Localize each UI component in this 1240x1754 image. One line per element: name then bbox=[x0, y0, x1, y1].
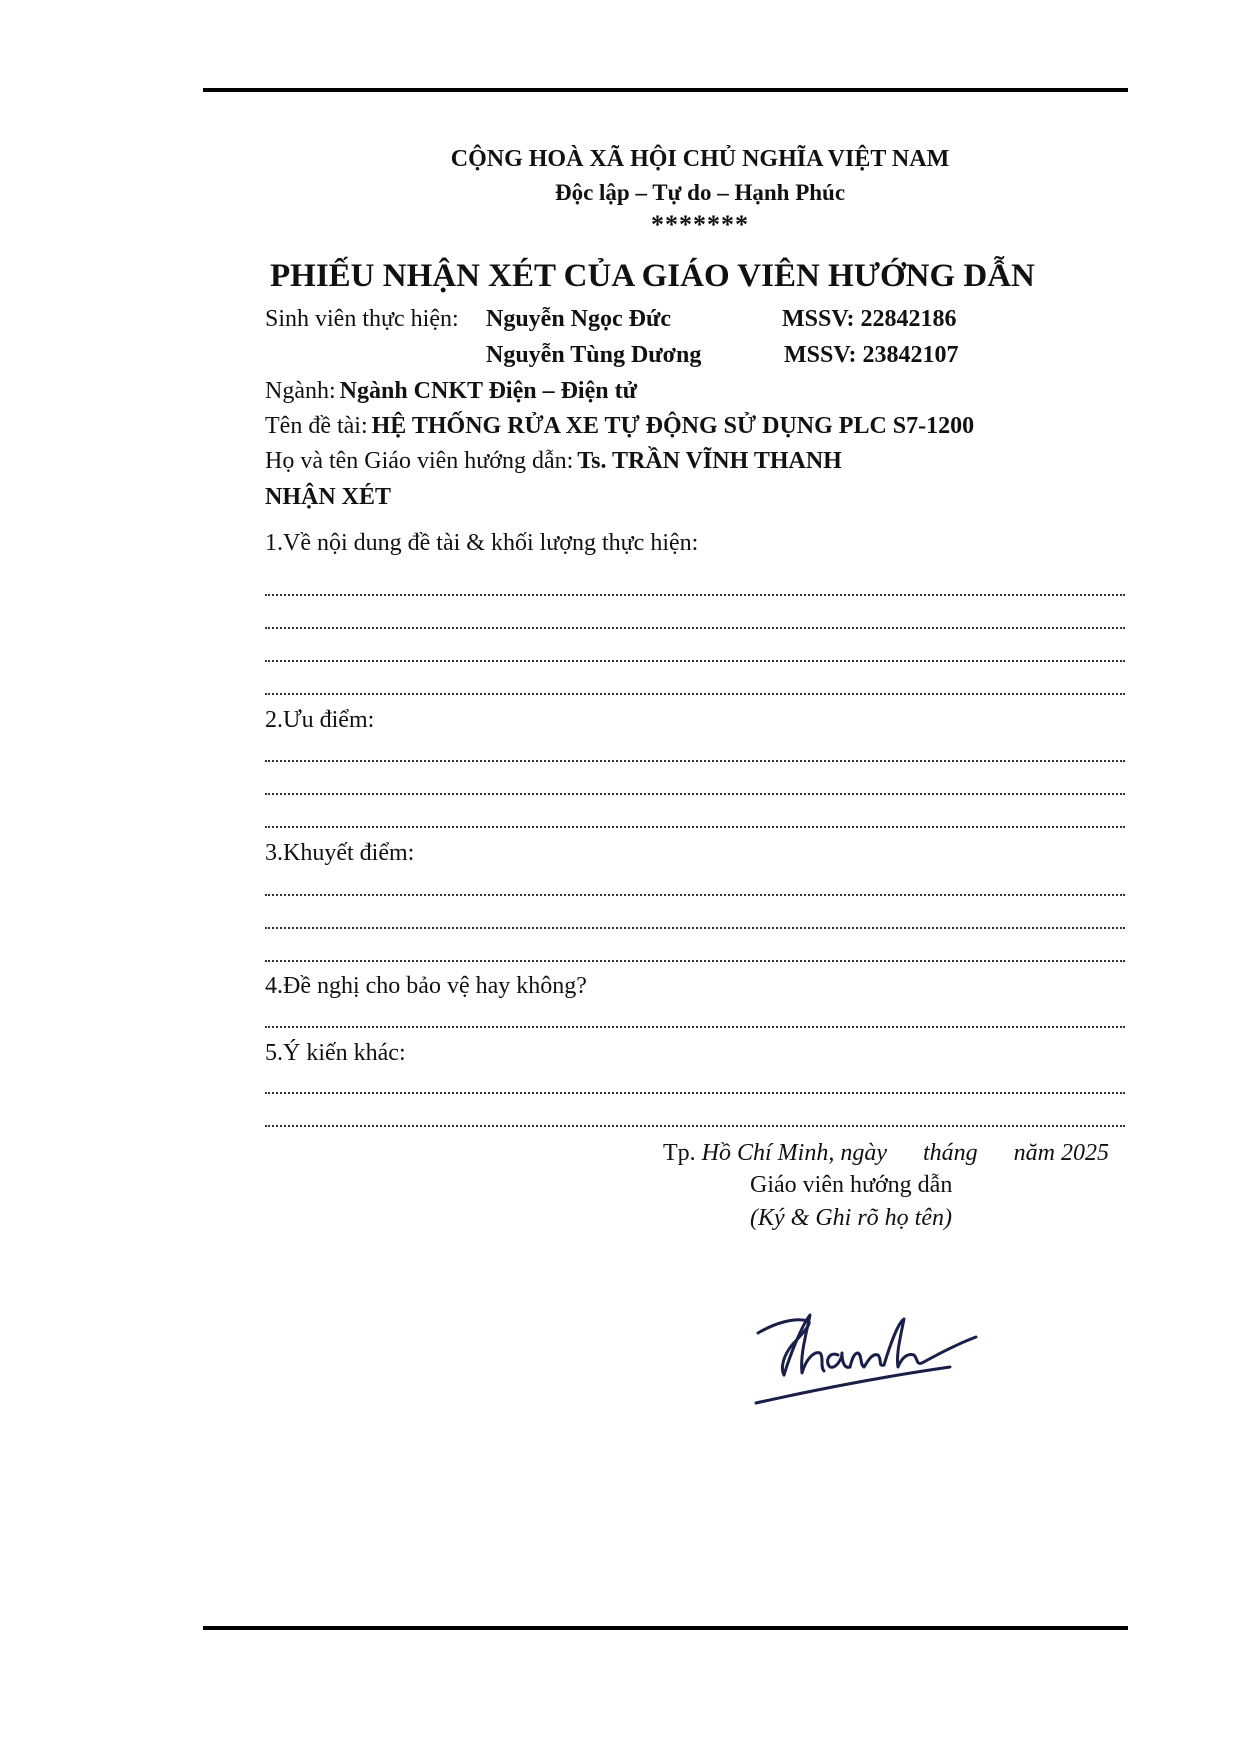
dotted-line bbox=[265, 1026, 1125, 1028]
document-title: PHIẾU NHẬN XÉT CỦA GIÁO VIÊN HƯỚNG DẪN bbox=[270, 258, 1035, 294]
major-value: Ngành CNKT Điện – Điện tử bbox=[339, 378, 637, 404]
advisor-row bbox=[265, 448, 842, 475]
place-date-line bbox=[663, 1140, 1109, 1167]
dotted-line bbox=[265, 1125, 1125, 1127]
signature-instruction: (Ký & Ghi rõ họ tên) bbox=[750, 1205, 952, 1231]
place-prefix: Tp. bbox=[663, 1140, 696, 1166]
dotted-line bbox=[265, 627, 1125, 629]
students-label: Sinh viên thực hiện: bbox=[265, 306, 459, 332]
dotted-line bbox=[265, 693, 1125, 695]
place-date: Hồ Chí Minh, ngày tháng năm 2025 bbox=[701, 1140, 1109, 1166]
top-rule bbox=[203, 88, 1128, 92]
bottom-rule bbox=[203, 1626, 1128, 1630]
dotted-line bbox=[265, 927, 1125, 929]
section-content-label: 1.Về nội dung đề tài & khối lượng thực hiện: bbox=[265, 530, 699, 556]
topic-row bbox=[265, 413, 974, 440]
stars-divider: ******* bbox=[651, 210, 749, 239]
section-defense-label: 4.Đề nghị cho bảo vệ hay không? bbox=[265, 973, 587, 999]
topic-label: Tên đề tài: bbox=[265, 413, 368, 439]
dotted-line bbox=[265, 760, 1125, 762]
major-row bbox=[265, 378, 637, 405]
advisor-label: Họ và tên Giáo viên hướng dẫn: bbox=[265, 448, 574, 474]
dotted-line bbox=[265, 594, 1125, 596]
dotted-line bbox=[265, 960, 1125, 962]
section-other-label: 5.Ý kiến khác: bbox=[265, 1040, 406, 1066]
dotted-line bbox=[265, 826, 1125, 828]
student-name-2: Nguyễn Tùng Dương bbox=[486, 342, 702, 368]
review-heading: NHẬN XÉT bbox=[265, 484, 392, 510]
dotted-line bbox=[265, 894, 1125, 896]
student-mssv-2: MSSV: 23842107 bbox=[784, 342, 959, 368]
major-label: Ngành: bbox=[265, 378, 336, 404]
dotted-line bbox=[265, 793, 1125, 795]
section-weaknesses-label: 3.Khuyết điểm: bbox=[265, 840, 415, 866]
student-mssv-1: MSSV: 22842186 bbox=[782, 306, 957, 332]
dotted-line bbox=[265, 1092, 1125, 1094]
topic-value: HỆ THỐNG RỬA XE TỰ ĐỘNG SỬ DỤNG PLC S7-1200 bbox=[371, 413, 975, 439]
motto: Độc lập – Tự do – Hạnh Phúc bbox=[554, 180, 846, 205]
section-strengths-label: 2.Ưu điểm: bbox=[265, 707, 375, 733]
advisor-role: Giáo viên hướng dẫn bbox=[750, 1172, 953, 1198]
dotted-line bbox=[265, 660, 1125, 662]
nation-heading: CỘNG HOÀ XÃ HỘI CHỦ NGHĨA VIỆT NAM bbox=[450, 146, 950, 172]
handwritten-signature bbox=[750, 1295, 980, 1420]
student-name-1: Nguyễn Ngọc Đức bbox=[486, 306, 672, 332]
advisor-value: Ts. TRẦN VĨNH THANH bbox=[577, 448, 842, 474]
